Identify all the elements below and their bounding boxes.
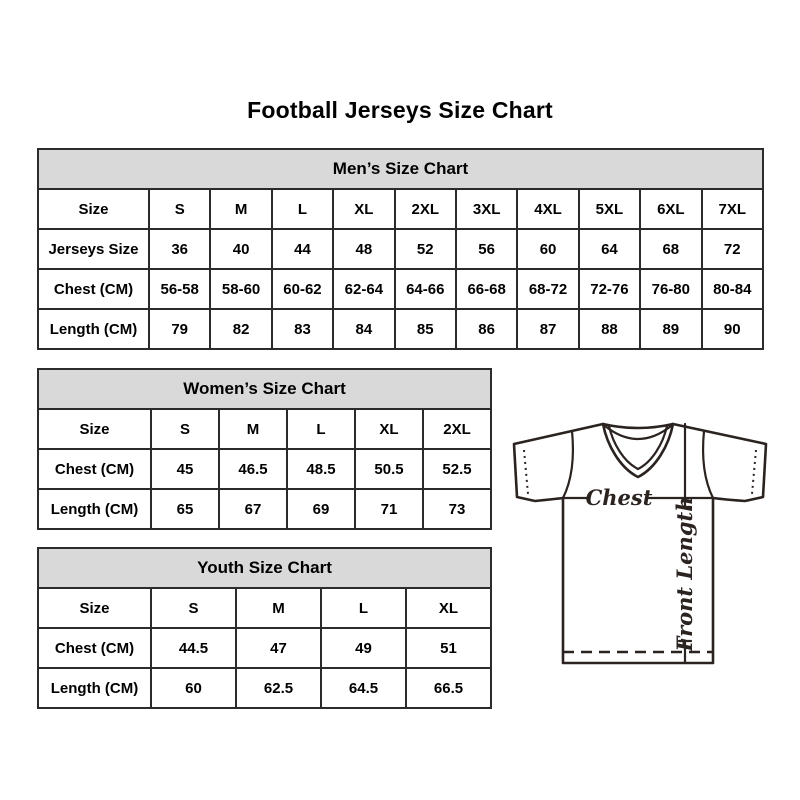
- value-cell: 83: [272, 309, 333, 349]
- row-label-cell: Chest (CM): [38, 269, 149, 309]
- value-cell: 62-64: [333, 269, 394, 309]
- value-cell: S: [149, 189, 210, 229]
- value-cell: 40: [210, 229, 271, 269]
- row-label-cell: Chest (CM): [38, 449, 151, 489]
- value-cell: 65: [151, 489, 219, 529]
- value-cell: 60: [517, 229, 578, 269]
- row-label-cell: Jerseys Size: [38, 229, 149, 269]
- front-length-label: Front Length: [672, 496, 697, 652]
- value-cell: 72-76: [579, 269, 640, 309]
- value-cell: 90: [702, 309, 763, 349]
- value-cell: 44.5: [151, 628, 236, 668]
- value-cell: S: [151, 409, 219, 449]
- value-cell: 68-72: [517, 269, 578, 309]
- value-cell: 76-80: [640, 269, 701, 309]
- row-label-cell: Chest (CM): [38, 628, 151, 668]
- value-cell: XL: [333, 189, 394, 229]
- value-cell: 82: [210, 309, 271, 349]
- value-cell: 87: [517, 309, 578, 349]
- table-row: [38, 229, 763, 269]
- value-cell: 60: [151, 668, 236, 708]
- jersey-right-cuff-stitch: [752, 450, 756, 494]
- value-cell: 88: [579, 309, 640, 349]
- table-row: [38, 189, 763, 229]
- value-cell: 67: [219, 489, 287, 529]
- womens-size-chart-table: [37, 368, 492, 530]
- value-cell: 60-62: [272, 269, 333, 309]
- value-cell: 66-68: [456, 269, 517, 309]
- value-cell: 48: [333, 229, 394, 269]
- table-title: Youth Size Chart: [38, 548, 491, 588]
- value-cell: 2XL: [423, 409, 491, 449]
- jersey-outline: [514, 424, 766, 663]
- table-row: [38, 588, 491, 628]
- jersey-measurement-diagram: [500, 400, 780, 690]
- value-cell: 64.5: [321, 668, 406, 708]
- value-cell: 56: [456, 229, 517, 269]
- table-row: [38, 628, 491, 668]
- value-cell: 79: [149, 309, 210, 349]
- value-cell: 51: [406, 628, 491, 668]
- value-cell: M: [210, 189, 271, 229]
- value-cell: 2XL: [395, 189, 456, 229]
- table-row: [38, 449, 491, 489]
- table-row: [38, 489, 491, 529]
- value-cell: 7XL: [702, 189, 763, 229]
- jersey-vneck-inner: [609, 426, 667, 469]
- table-row: [38, 309, 763, 349]
- value-cell: M: [236, 588, 321, 628]
- value-cell: 45: [151, 449, 219, 489]
- value-cell: 71: [355, 489, 423, 529]
- jersey-right-armhole-seam: [703, 431, 713, 498]
- value-cell: 48.5: [287, 449, 355, 489]
- jersey-left-armhole-seam: [563, 431, 573, 498]
- value-cell: 52: [395, 229, 456, 269]
- value-cell: 36: [149, 229, 210, 269]
- value-cell: 68: [640, 229, 701, 269]
- value-cell: 3XL: [456, 189, 517, 229]
- value-cell: 69: [287, 489, 355, 529]
- mens-size-chart-table: [37, 148, 764, 350]
- table-title-row: [38, 548, 491, 588]
- row-label-cell: Length (CM): [38, 309, 149, 349]
- table-title: Women’s Size Chart: [38, 369, 491, 409]
- value-cell: 73: [423, 489, 491, 529]
- chest-label: Chest: [585, 485, 653, 510]
- youth-size-chart-table: [37, 547, 492, 709]
- row-label-cell: Size: [38, 588, 151, 628]
- value-cell: L: [287, 409, 355, 449]
- value-cell: 6XL: [640, 189, 701, 229]
- value-cell: 86: [456, 309, 517, 349]
- value-cell: 85: [395, 309, 456, 349]
- value-cell: L: [321, 588, 406, 628]
- table-title: Men’s Size Chart: [38, 149, 763, 189]
- table-row: [38, 269, 763, 309]
- row-label-cell: Length (CM): [38, 668, 151, 708]
- value-cell: 58-60: [210, 269, 271, 309]
- table-row: [38, 668, 491, 708]
- value-cell: 47: [236, 628, 321, 668]
- value-cell: M: [219, 409, 287, 449]
- jersey-left-cuff-stitch: [524, 450, 528, 494]
- value-cell: 84: [333, 309, 394, 349]
- value-cell: L: [272, 189, 333, 229]
- value-cell: XL: [406, 588, 491, 628]
- value-cell: 4XL: [517, 189, 578, 229]
- value-cell: 50.5: [355, 449, 423, 489]
- value-cell: 64-66: [395, 269, 456, 309]
- table-title-row: [38, 369, 491, 409]
- value-cell: 44: [272, 229, 333, 269]
- value-cell: 89: [640, 309, 701, 349]
- value-cell: S: [151, 588, 236, 628]
- table-row: [38, 409, 491, 449]
- value-cell: 56-58: [149, 269, 210, 309]
- page-title: Football Jerseys Size Chart: [247, 97, 553, 123]
- value-cell: 66.5: [406, 668, 491, 708]
- value-cell: XL: [355, 409, 423, 449]
- value-cell: 62.5: [236, 668, 321, 708]
- value-cell: 72: [702, 229, 763, 269]
- value-cell: 5XL: [579, 189, 640, 229]
- row-label-cell: Length (CM): [38, 489, 151, 529]
- value-cell: 64: [579, 229, 640, 269]
- row-label-cell: Size: [38, 189, 149, 229]
- value-cell: 80-84: [702, 269, 763, 309]
- value-cell: 46.5: [219, 449, 287, 489]
- value-cell: 52.5: [423, 449, 491, 489]
- table-title-row: [38, 149, 763, 189]
- value-cell: 49: [321, 628, 406, 668]
- row-label-cell: Size: [38, 409, 151, 449]
